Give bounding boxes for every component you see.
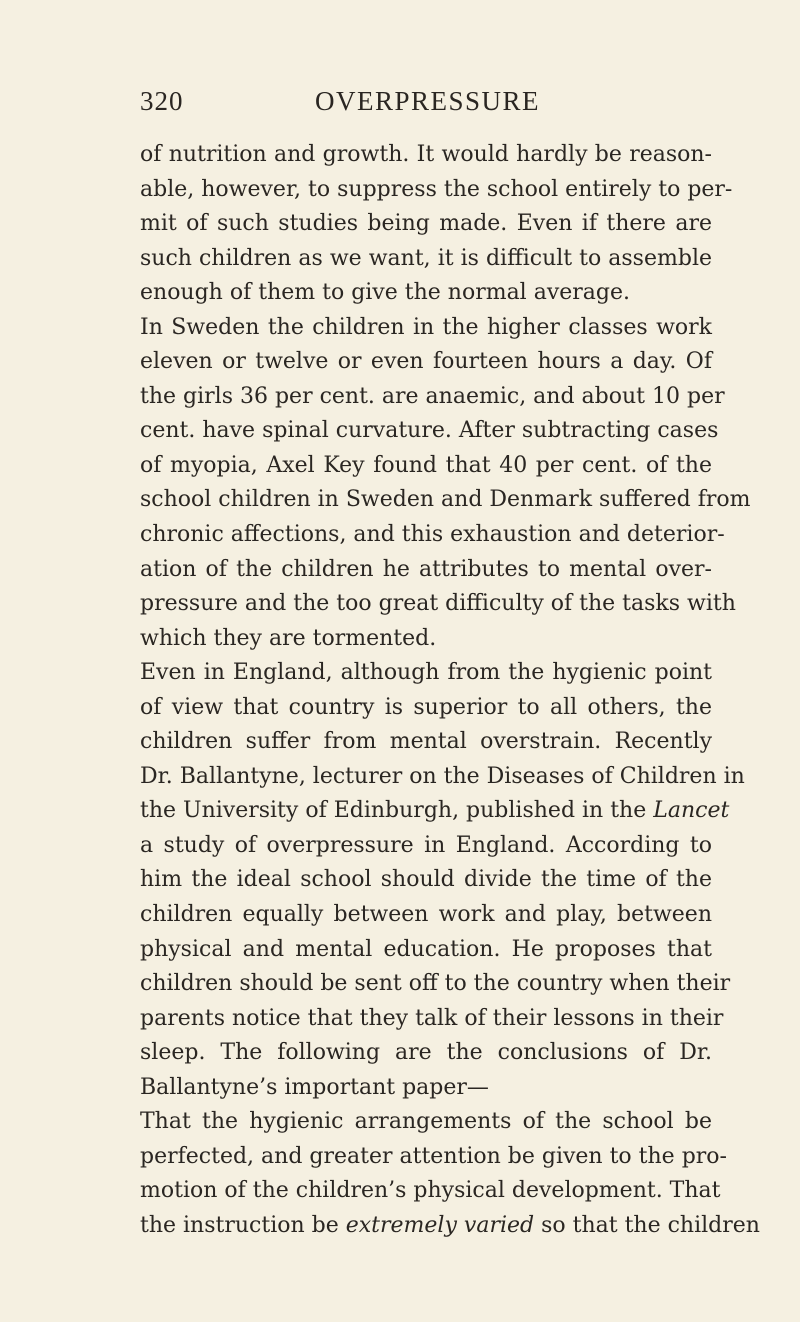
text-line: children equally between work and play, between [140,902,712,928]
italic-emphasis: extremely varied [345,1212,535,1238]
text-line: of view that country is superior to all others, the [140,694,712,720]
text-run: the instruction be [140,1212,346,1238]
text-line: In Sweden the children in the higher classes work [140,314,712,340]
running-title: OVERPRESSURE [315,86,541,116]
text-line: perfected, and greater attention be given to the pro- [140,1143,727,1169]
text-line: parents notice that they talk of their lessons in their [140,1005,724,1031]
text-line: able, however, to suppress the school entirely to per- [140,176,733,202]
text-line: eleven or twelve or even fourteen hours a day. Of [140,349,712,375]
text-run: the University of Edinburgh, published in the [140,798,654,824]
text-line: such children as we want, it is difficult to assemble [140,245,712,271]
text-line: Even in England, although from the hygienic point [140,660,712,686]
text-line: school children in Sweden and Denmark suffered from [140,487,751,513]
text-line: of myopia, Axel Key found that 40 per cent. of the [140,452,712,478]
text-run: so that the children [534,1212,760,1238]
text-line: enough of them to give the normal average. [140,280,631,306]
text-line: Ballantyne’s important paper— [140,1074,489,1100]
text-line: him the ideal school should divide the time of the [140,867,712,893]
page-number: 320 [140,86,184,116]
text-line: Dr. Ballantyne, lecturer on the Diseases of Children in [140,763,745,789]
text-line: cent. have spinal curvature. After subtracting cases [140,418,719,444]
text-line: That the hygienic arrangements of the school be [140,1109,712,1135]
body-text [140,138,760,1244]
text-line: children should be sent off to the country when their [140,971,731,997]
text-line: ation of the children he attributes to mental over- [140,556,712,582]
text-line: pressure and the too great difficulty of the tasks with [140,591,736,617]
text-line [140,794,730,829]
text-line: sleep. The following are the conclusions of Dr. [140,1040,712,1066]
text-line: a study of overpressure in England. According to [140,832,712,858]
text-line: children suffer from mental overstrain. Recently [140,729,712,755]
text-line: mit of such studies being made. Even if there are [140,211,712,237]
text-line [140,1209,760,1244]
italic-title-lancet: Lancet [653,798,730,824]
text-line: physical and mental education. He proposes that [140,936,712,962]
text-line: chronic affections, and this exhaustion and deterior- [140,522,725,548]
text-line: which they are tormented. [140,625,437,651]
text-line: of nutrition and growth. It would hardly be reason- [140,142,712,167]
text-line: motion of the children’s physical development. That [140,1178,721,1204]
text-line: the girls 36 per cent. are anaemic, and about 10 per [140,383,725,409]
running-head [140,86,712,126]
